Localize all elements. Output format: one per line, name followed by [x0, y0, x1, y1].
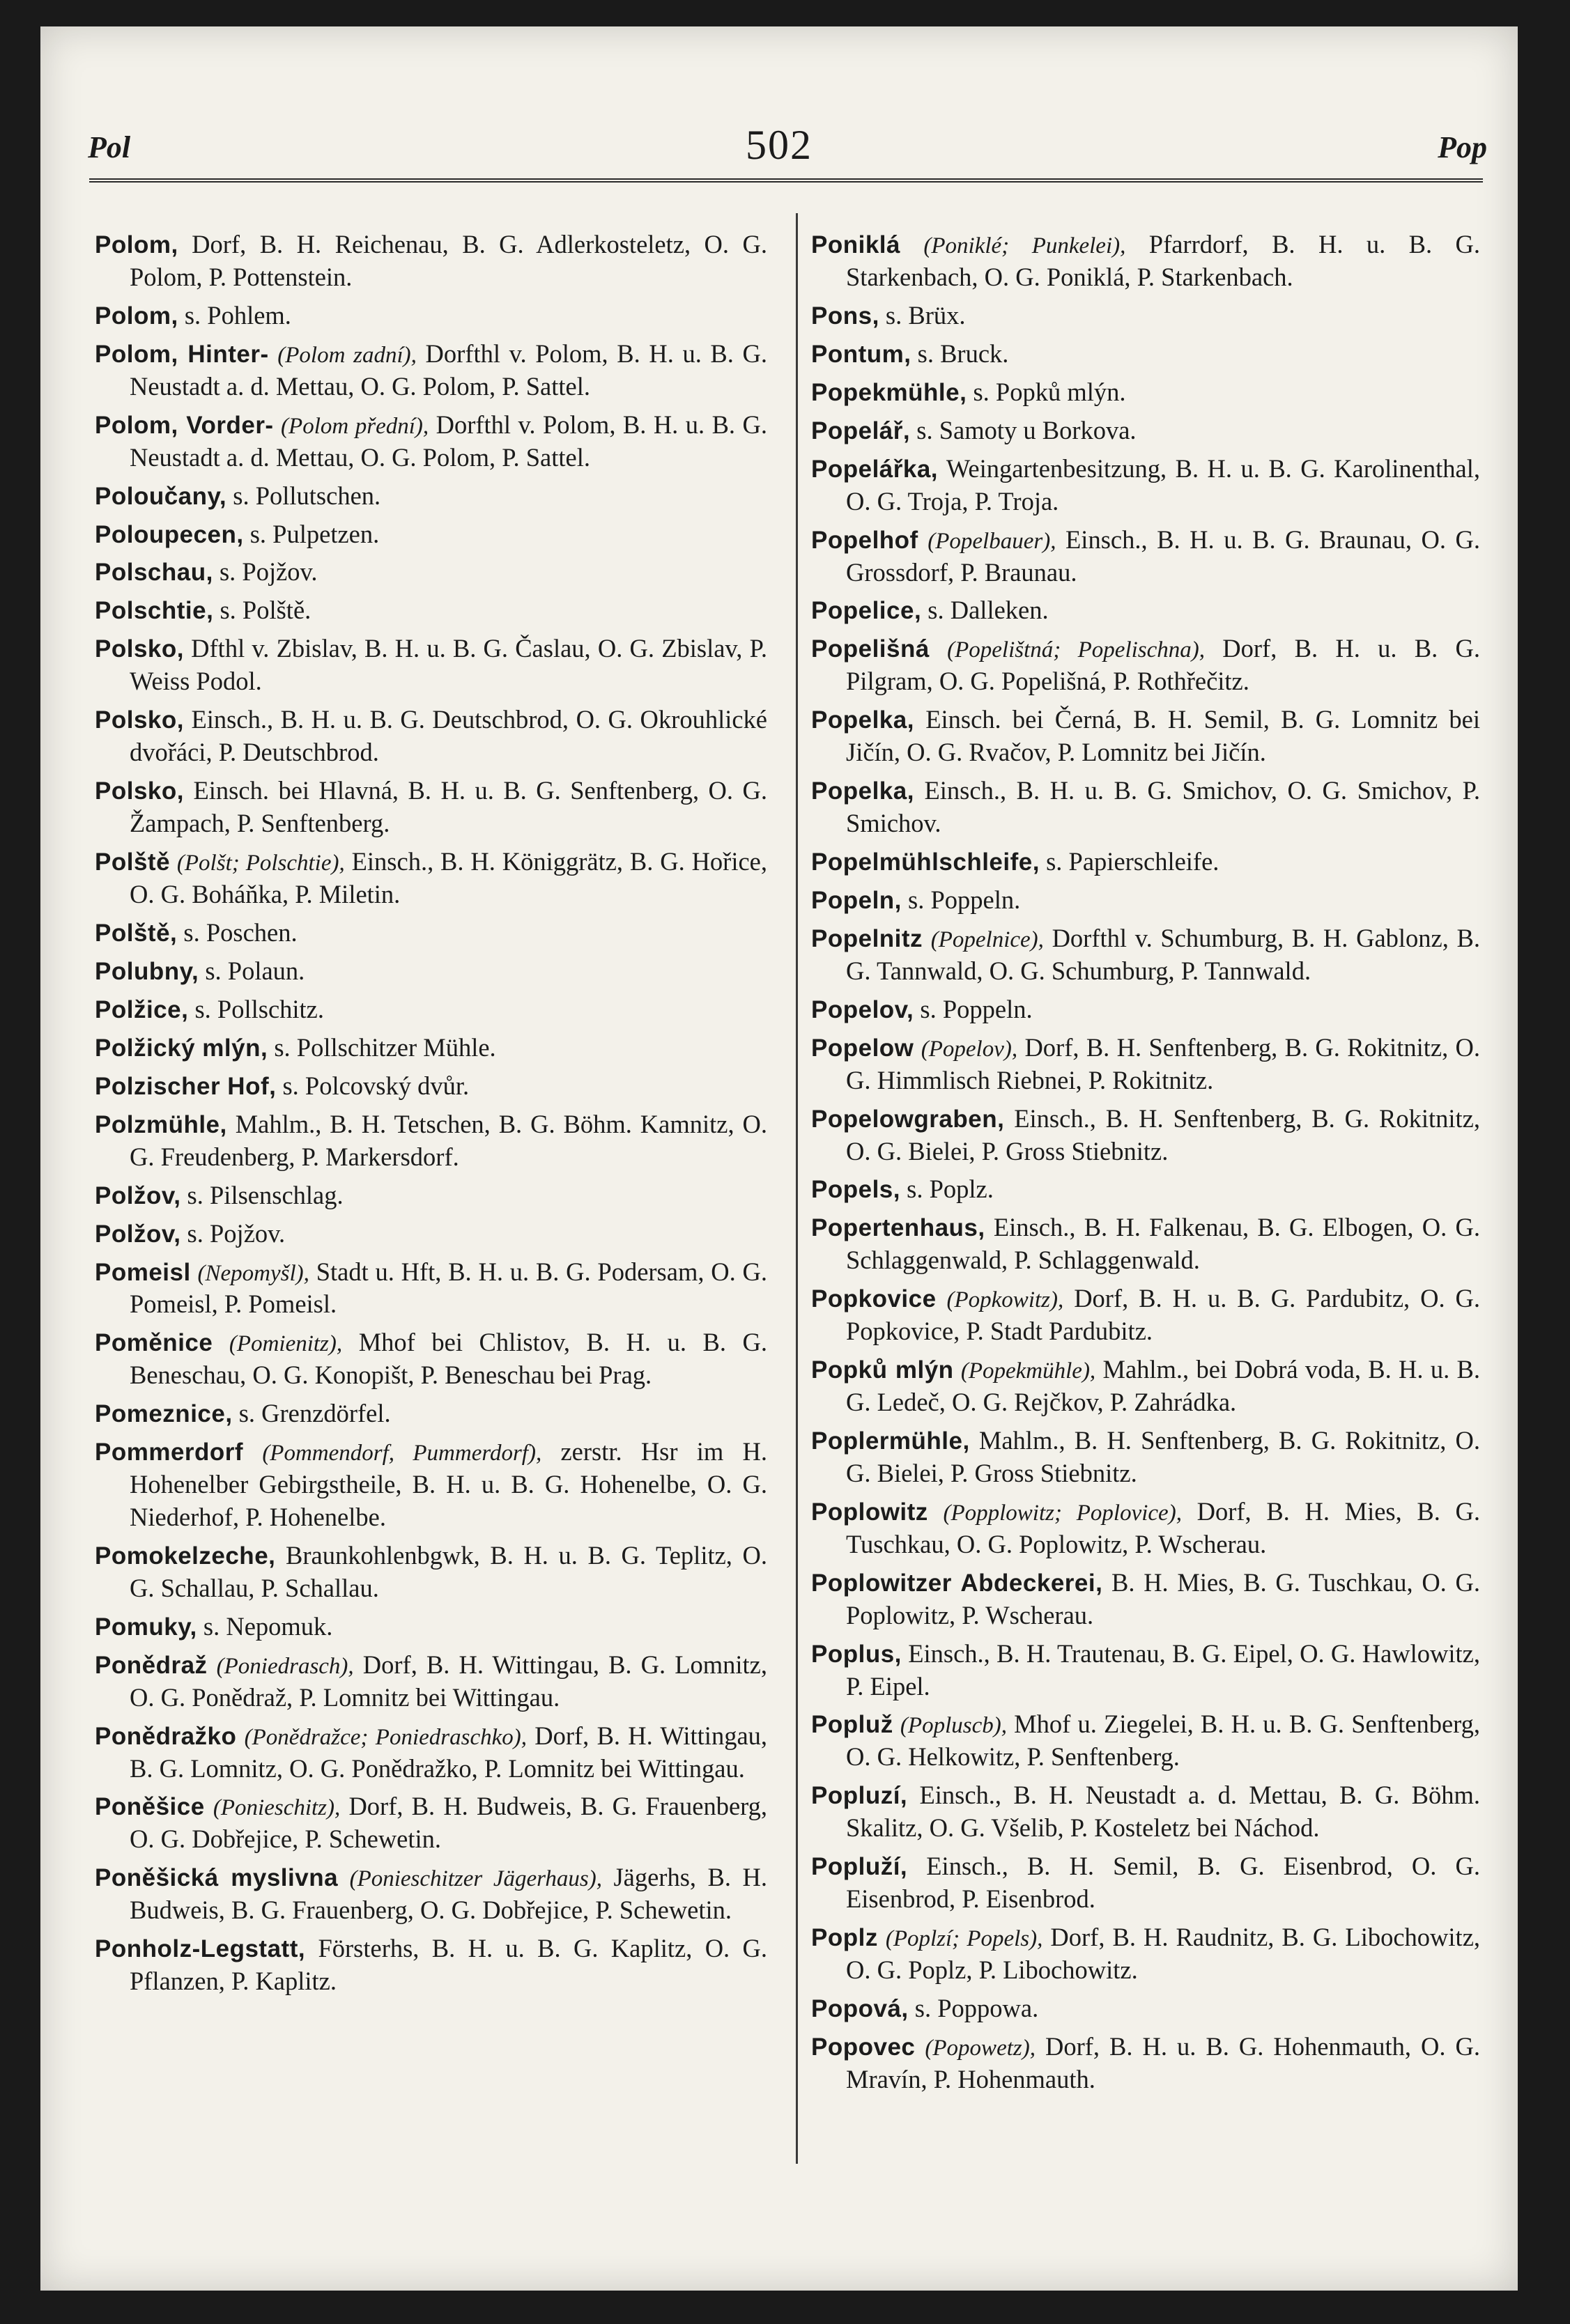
- gazetteer-entry: [95, 1179, 767, 1212]
- gazetteer-entry: [95, 993, 767, 1026]
- entry-term: Popelišná: [811, 635, 930, 663]
- entry-term: Popelka,: [811, 777, 914, 805]
- gazetteer-entry: [811, 1921, 1480, 1987]
- gazetteer-entry: [95, 1256, 767, 1322]
- gazetteer-entry: [811, 884, 1480, 917]
- gazetteer-entry: [811, 1496, 1480, 1561]
- entry-description: Braunkohlenbgwk, B. H. u. B. G. Teplitz, O. G. Schallau, P. Schallau.: [130, 1540, 767, 1602]
- entry-description: s. Pojžov.: [187, 1218, 286, 1248]
- gazetteer-entry: [811, 338, 1480, 371]
- entry-description: Einsch., B. H. u. B. G. Smichov, O. G. Smichov, P. Smichov.: [846, 776, 1481, 838]
- column-divider: [796, 213, 798, 2164]
- entry-term: Popelov,: [811, 996, 914, 1023]
- entry-term: Poměnice: [95, 1329, 213, 1357]
- entry-term: Pomeisl: [95, 1258, 191, 1286]
- entry-description: s. Grenzdörfel.: [238, 1399, 391, 1428]
- entry-term: Poniklá: [811, 231, 900, 258]
- entry-term: Polom, Hinter-: [95, 340, 269, 368]
- entry-term: Popkovice: [811, 1285, 937, 1313]
- entry-term: Popelka,: [811, 706, 914, 734]
- entry-alt-name: (Popelbauer),: [928, 528, 1056, 554]
- entry-description: Dorf, B. H. u. B. G. Pilgram, O. G. Popelišná, P. Rothřečitz.: [846, 634, 1481, 696]
- gazetteer-entry: [95, 1326, 767, 1392]
- gazetteer-entry: [95, 1790, 767, 1856]
- entry-description: s. Popků mlýn.: [973, 377, 1126, 406]
- entry-term: Popluž: [811, 1711, 893, 1739]
- entry-term: Poloupecen,: [95, 520, 244, 548]
- gazetteer-entry: [811, 453, 1480, 518]
- gazetteer-entry: [811, 846, 1480, 878]
- gazetteer-entry: [95, 556, 767, 589]
- entry-description: Einsch., B. H. Semil, B. G. Eisenbrod, O. G. Eisenbrod, P. Eisenbrod.: [846, 1852, 1480, 1914]
- gazetteer-entry: [95, 1070, 767, 1103]
- entry-description: Dorf, B. H. Reichenau, B. G. Adlerkosteletz, O. G. Polom, P. Pottenstein.: [130, 230, 768, 291]
- running-head-left: Pol: [88, 130, 131, 164]
- gazetteer-entry: [95, 409, 767, 474]
- entry-term: Popelhof: [811, 526, 918, 554]
- entry-alt-name: (Nepomyšl),: [197, 1260, 309, 1286]
- entry-term: Polžov,: [95, 1182, 181, 1209]
- entry-description: s. Pulpetzen.: [249, 519, 380, 548]
- entry-term: Popků mlýn: [811, 1356, 954, 1384]
- gazetteer-entry: [95, 1720, 767, 1785]
- gazetteer-entry: [95, 955, 767, 988]
- entry-term: Popelice,: [811, 597, 922, 625]
- entry-description: s. Poppeln.: [920, 994, 1033, 1023]
- entry-description: s. Poppeln.: [908, 885, 1021, 914]
- entry-term: Popelmühlschleife,: [811, 849, 1040, 876]
- entry-description: Einsch., B. H. u. B. G. Braunau, O. G. Grossdorf, P. Braunau.: [846, 525, 1480, 587]
- gazetteer-entry: [95, 846, 767, 911]
- entry-description: Dfthl v. Zbislav, B. H. u. B. G. Časlau, O. G. Zbislav, P. Weiss Podol.: [130, 634, 767, 696]
- page-number: 502: [746, 122, 813, 168]
- gazetteer-entry: [811, 594, 1480, 627]
- gazetteer-entry: [811, 1708, 1480, 1774]
- gazetteer-entry: [811, 1567, 1480, 1632]
- entry-description: Mhof bei Chlistov, B. H. u. B. G. Beneschau, O. G. Konopišt, P. Beneschau bei Prag.: [130, 1328, 768, 1390]
- entry-description: Mahlm., B. H. Tetschen, B. G. Böhm. Kamnitz, O. G. Freudenberg, P. Markersdorf.: [130, 1109, 767, 1171]
- entry-description: Pfarrdorf, B. H. u. B. G. Starkenbach, O. G. Poniklá, P. Starkenbach.: [846, 230, 1480, 291]
- entry-description: Dorf, B. H. Senftenberg, B. G. Rokitnitz, O. G. Himmlisch Riebnei, P. Rokitnitz.: [846, 1032, 1481, 1094]
- gazetteer-entry: [95, 1108, 767, 1174]
- entry-description: s. Polaun.: [205, 956, 305, 985]
- entry-description: s. Poplz.: [907, 1175, 994, 1204]
- entry-description: Dorf, B. H. Budweis, B. G. Frauenberg, O. G. Dobřejice, P. Schewetin.: [130, 1792, 768, 1854]
- entry-term: Popekmühle,: [811, 378, 967, 406]
- entry-description: s. Pojžov.: [219, 557, 318, 587]
- entry-term: Poněšická myslivna: [95, 1864, 339, 1892]
- entry-term: Poplz: [811, 1924, 878, 1952]
- gazetteer-entry: [811, 1211, 1480, 1277]
- gazetteer-entry: [95, 518, 767, 551]
- entry-term: Polom, Vorder-: [95, 411, 274, 439]
- entry-term: Popluzí,: [811, 1782, 908, 1810]
- entry-description: s. Brüx.: [885, 300, 966, 330]
- entry-alt-name: (Pommendorf, Pummerdorf),: [262, 1441, 542, 1466]
- gazetteer-entry: [95, 1218, 767, 1250]
- gazetteer-entry: [811, 993, 1480, 1026]
- entry-alt-name: (Popkowitz),: [946, 1287, 1064, 1313]
- gazetteer-entry: [811, 1032, 1480, 1097]
- running-head-right: Pop: [1438, 130, 1487, 164]
- entry-alt-name: (Popelov),: [921, 1036, 1018, 1062]
- dictionary-page: [40, 26, 1518, 2291]
- entry-description: s. Bruck.: [917, 339, 1009, 368]
- gazetteer-entry: [811, 1173, 1480, 1206]
- gazetteer-entry: [95, 300, 767, 332]
- gazetteer-entry: [95, 1540, 767, 1605]
- entry-term: Pontum,: [811, 340, 911, 368]
- entry-description: s. Poschen.: [183, 917, 298, 947]
- entry-description: s. Pilsenschlag.: [187, 1180, 344, 1209]
- entry-alt-name: (Popowetz),: [925, 2035, 1036, 2061]
- entry-term: Polzischer Hof,: [95, 1072, 277, 1100]
- entry-description: Einsch. bei Hlavná, B. H. u. B. G. Senftenberg, O. G. Žampach, P. Senftenberg.: [130, 776, 768, 838]
- entry-description: Jägerhs, B. H. Budweis, B. G. Frauenberg, O. G. Dobřejice, P. Schewetin.: [130, 1863, 767, 1925]
- entry-alt-name: (Popelnice),: [930, 927, 1044, 952]
- gazetteer-entry: [811, 1992, 1480, 2025]
- entry-term: Polžický mlýn,: [95, 1034, 268, 1062]
- entry-term: Ponědražko: [95, 1722, 237, 1750]
- entry-term: Polsko,: [95, 777, 184, 805]
- entry-description: Stadt u. Hft, B. H. u. B. G. Podersam, O. G. Pomeisl, P. Pomeisl.: [130, 1257, 768, 1319]
- entry-term: Pommerdorf: [95, 1439, 244, 1466]
- entry-term: Popels,: [811, 1176, 900, 1204]
- entry-term: Poplermühle,: [811, 1427, 970, 1455]
- entry-term: Poplus,: [811, 1640, 902, 1668]
- gazetteer-entry: [95, 1436, 767, 1534]
- entry-description: Dorf, B. H. Mies, B. G. Tuschkau, O. G. Poplowitz, P. Wscherau.: [846, 1496, 1481, 1558]
- entry-term: Poplowitz: [811, 1498, 928, 1526]
- entry-term: Polom,: [95, 302, 178, 330]
- entry-description: Einsch., B. H. Trautenau, B. G. Eipel, O. G. Hawlowitz, P. Eipel.: [846, 1639, 1480, 1701]
- entry-term: Polsko,: [95, 706, 184, 734]
- gazetteer-entry: [95, 228, 767, 294]
- gazetteer-entry: [811, 524, 1480, 589]
- entry-description: s. Pohlem.: [184, 300, 291, 330]
- entry-description: Dorf, B. H. u. B. G. Pardubitz, O. G. Popkovice, P. Stadt Pardubitz.: [846, 1284, 1480, 1346]
- entry-term: Popluží,: [811, 1853, 908, 1881]
- gazetteer-entry: [811, 415, 1480, 447]
- entry-description: s. Papierschleife.: [1046, 847, 1219, 876]
- header-rule: [89, 178, 1483, 185]
- entry-description: Einsch. bei Černá, B. H. Semil, B. G. Lomnitz bei Jičín, O. G. Rvačov, P. Lomnitz bei Jičín.: [846, 705, 1480, 767]
- entry-term: Popelowgraben,: [811, 1105, 1005, 1133]
- entry-term: Pomeznice,: [95, 1400, 233, 1428]
- entry-description: Dorfthl v. Polom, B. H. u. B. G. Neustadt a. d. Mettau, O. G. Polom, P. Sattel.: [130, 410, 767, 472]
- entry-description: s. Polště.: [220, 596, 311, 625]
- gazetteer-entry: [811, 1779, 1480, 1845]
- entry-description: s. Pollschitzer Mühle.: [274, 1032, 496, 1062]
- entry-description: Mahlm., B. H. Senftenberg, B. G. Rokitnitz, O. G. Bielei, P. Gross Stiebnitz.: [846, 1426, 1481, 1487]
- gazetteer-entry: [95, 1611, 767, 1643]
- gazetteer-entry: [811, 1103, 1480, 1168]
- entry-description: s. Polcovský dvůr.: [282, 1071, 470, 1100]
- entry-alt-name: (Popelištná; Popelischna),: [947, 637, 1206, 663]
- entry-alt-name: (Poniedrasch),: [216, 1653, 354, 1679]
- entry-description: s. Nepomuk.: [203, 1611, 333, 1641]
- gazetteer-entry: [811, 300, 1480, 332]
- entry-description: Einsch., B. H. u. B. G. Deutschbrod, O. G. Okrouhlické dvořáci, P. Deutschbrod.: [130, 705, 767, 767]
- gazetteer-entry: [95, 633, 767, 698]
- entry-term: Popelář,: [811, 417, 911, 444]
- entry-alt-name: (Popekmühle),: [960, 1358, 1096, 1384]
- entry-alt-name: (Polšt; Polschtie),: [176, 851, 345, 876]
- entry-term: Polžov,: [95, 1220, 181, 1248]
- gazetteer-entry: [811, 2031, 1480, 2096]
- entry-term: Polschau,: [95, 559, 213, 587]
- entry-alt-name: (Polom zadní),: [277, 342, 417, 368]
- entry-term: Pomuky,: [95, 1613, 197, 1641]
- gazetteer-entry: [95, 1861, 767, 1927]
- gazetteer-entry: [95, 1932, 767, 1998]
- gazetteer-entry: [95, 1397, 767, 1430]
- entry-term: Polzmühle,: [95, 1110, 227, 1138]
- entry-term: Pons,: [811, 302, 879, 330]
- entry-description: s. Dalleken.: [928, 596, 1049, 625]
- gazetteer-entry: [811, 1638, 1480, 1703]
- gazetteer-entry: [95, 1649, 767, 1714]
- entry-term: Polschtie,: [95, 597, 214, 625]
- entry-term: Polště: [95, 849, 171, 876]
- entry-term: Popelnitz: [811, 924, 923, 952]
- entry-alt-name: (Poplzí; Popels),: [885, 1926, 1043, 1952]
- gazetteer-entry: [95, 338, 767, 403]
- entry-term: Popovec: [811, 2033, 916, 2061]
- entry-term: Poplowitzer Abdeckerei,: [811, 1569, 1103, 1597]
- entry-alt-name: (Ponieschitzer Jägerhaus),: [349, 1866, 602, 1892]
- entry-description: Dorfthl v. Schumburg, B. H. Gablonz, B. G. Tannwald, O. G. Schumburg, P. Tannwald.: [846, 923, 1481, 985]
- entry-description: zerstr. Hsr im H. Hohenelber Gebirgstheile, B. H. u. B. G. Hohenelbe, O. G. Niederhof, P. Hohenelbe.: [130, 1437, 767, 1532]
- entry-description: Försterhs, B. H. u. B. G. Kaplitz, O. G. Pflanzen, P. Kaplitz.: [130, 1934, 768, 1996]
- entry-term: Popertenhaus,: [811, 1214, 985, 1242]
- entry-term: Ponědraž: [95, 1651, 208, 1679]
- gazetteer-entry: [811, 1850, 1480, 1916]
- gazetteer-entry: [811, 1283, 1480, 1348]
- entry-description: Dorf, B. H. Raudnitz, B. G. Libochowitz, O. G. Poplz, P. Libochowitz.: [846, 1923, 1481, 1985]
- entry-description: Dorf, B. H. Wittingau, B. G. Lomnitz, O. G. Ponědražko, P. Lomnitz bei Wittingau.: [130, 1721, 768, 1783]
- entry-term: Popelow: [811, 1034, 914, 1062]
- entry-description: Einsch., B. H. Senftenberg, B. G. Rokitnitz, O. G. Bielei, P. Gross Stiebnitz.: [846, 1103, 1480, 1165]
- entry-alt-name: (Poniklé; Punkelei),: [923, 233, 1126, 258]
- entry-alt-name: (Ponieschitz),: [213, 1795, 341, 1821]
- entry-alt-name: (Ponědražce; Poniedraschko),: [244, 1724, 527, 1750]
- entry-term: Popelářka,: [811, 455, 939, 483]
- entry-term: Pomokelzeche,: [95, 1542, 276, 1570]
- entry-description: Einsch., B. H. Falkenau, B. G. Elbogen, O. G. Schlaggenwald, P. Schlaggenwald.: [846, 1213, 1480, 1275]
- gazetteer-entry: [811, 633, 1480, 698]
- gazetteer-entry: [95, 775, 767, 840]
- entry-description: s. Samoty u Borkova.: [916, 415, 1137, 444]
- entry-description: Mahlm., bei Dobrá voda, B. H. u. B. G. Ledeč, O. G. Rejčkov, P. Zahrádka.: [846, 1355, 1480, 1417]
- left-column: [95, 228, 767, 2004]
- gazetteer-entry: [811, 376, 1480, 409]
- entry-alt-name: (Popluscb),: [900, 1713, 1007, 1739]
- gazetteer-entry: [95, 594, 767, 627]
- gazetteer-entry: [811, 775, 1480, 840]
- entry-term: Polště,: [95, 919, 178, 947]
- gazetteer-entry: [95, 1032, 767, 1064]
- entry-description: Mhof u. Ziegelei, B. H. u. B. G. Senftenberg, O. G. Helkowitz, P. Senftenberg.: [846, 1710, 1481, 1772]
- entry-description: Weingartenbesitzung, B. H. u. B. G. Karolinenthal, O. G. Troja, P. Troja.: [846, 454, 1480, 516]
- gazetteer-entry: [811, 228, 1480, 294]
- entry-term: Polubny,: [95, 957, 199, 985]
- entry-term: Poloučany,: [95, 482, 227, 510]
- gazetteer-entry: [95, 917, 767, 950]
- gazetteer-entry: [95, 704, 767, 769]
- gazetteer-entry: [95, 480, 767, 513]
- entry-term: Ponholz-Legstatt,: [95, 1935, 306, 1963]
- entry-alt-name: (Polom přední),: [281, 413, 429, 439]
- entry-description: Einsch., B. H. Königgrätz, B. G. Hořice, O. G. Boháňka, P. Miletin.: [130, 847, 767, 908]
- entry-description: s. Pollutschen.: [233, 481, 381, 510]
- entry-description: Dorf, B. H. u. B. G. Hohenmauth, O. G. Mravín, P. Hohenmauth.: [846, 2031, 1481, 2093]
- gazetteer-entry: [811, 704, 1480, 769]
- entry-description: Einsch., B. H. Neustadt a. d. Mettau, B. G. Böhm. Skalitz, O. G. Všelib, P. Kosteletz bei Náchod.: [846, 1781, 1481, 1843]
- entry-term: Popová,: [811, 1994, 909, 2022]
- entry-term: Polžice,: [95, 996, 189, 1023]
- entry-description: B. H. Mies, B. G. Tuschkau, O. G. Poplowitz, P. Wscherau.: [846, 1567, 1480, 1629]
- entry-alt-name: (Popplowitz; Poplovice),: [943, 1500, 1182, 1526]
- right-column: [811, 228, 1480, 2102]
- entry-term: Poněšice: [95, 1793, 205, 1821]
- entry-alt-name: (Pomienitz),: [229, 1331, 343, 1357]
- gazetteer-entry: [811, 1425, 1480, 1490]
- gazetteer-entry: [811, 922, 1480, 988]
- entry-term: Polsko,: [95, 635, 184, 663]
- entry-term: Popeln,: [811, 886, 902, 914]
- entry-description: Dorf, B. H. Wittingau, B. G. Lomnitz, O. G. Ponědraž, P. Lomnitz bei Wittingau.: [130, 1650, 768, 1712]
- gazetteer-entry: [811, 1354, 1480, 1419]
- entry-term: Polom,: [95, 231, 178, 258]
- entry-description: Dorfthl v. Polom, B. H. u. B. G. Neustadt a. d. Mettau, O. G. Polom, P. Sattel.: [130, 339, 767, 401]
- entry-description: s. Pollschitz.: [194, 994, 325, 1023]
- entry-description: s. Poppowa.: [914, 1993, 1039, 2022]
